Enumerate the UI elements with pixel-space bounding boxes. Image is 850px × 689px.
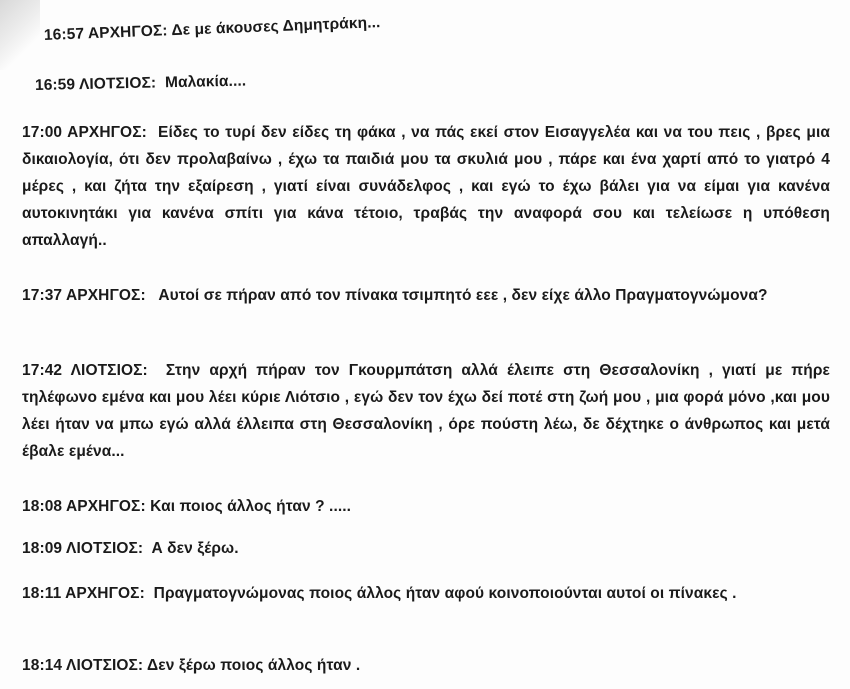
entry-text: Δεν ξέρω ποιος άλλος ήταν . xyxy=(147,657,361,674)
transcript-entry xyxy=(22,493,830,520)
entry-time: 17:42 xyxy=(22,362,63,379)
entry-time: 17:37 xyxy=(22,287,63,304)
entry-time: 17:00 xyxy=(22,124,63,141)
transcript-entry xyxy=(35,62,535,99)
entry-text: Στην αρχή πήραν τον Γκουρμπάτση αλλά έλειπε στη Θεσσαλονίκη , γιατί με πήρε τηλέφωνο εμένα και μου λέει κύριε Λιότσιο , εγώ δεν τον έχω δεί ποτέ στη ζωή μου , μια φορά μόνο ,και μου λέει ήταν να μπω εγώ αλλά έλλειπα στη Θεσσαλονίκη , όρε πούστη λέω, δε δέχτηκε ο άνθρωπος και μετά έβαλε εμένα... xyxy=(22,362,830,460)
entry-time: 18:08 xyxy=(22,498,63,515)
entry-time: 18:14 xyxy=(22,657,63,674)
transcript-entry xyxy=(43,3,544,49)
entry-time: 18:11 xyxy=(22,585,62,602)
entry-speaker: ΛΙΟΤΣΙΟΣ: xyxy=(78,74,157,94)
entry-text: Δε με άκουσες Δημητράκη... xyxy=(171,14,381,40)
entry-text: Αυτοί σε πήραν από τον πίνακα τσιμπητό εεε , δεν είχε άλλο Πραγματογνώμονα? xyxy=(158,287,768,304)
transcript-entry xyxy=(22,357,830,465)
transcript-entry xyxy=(22,282,830,309)
entry-speaker: ΑΡΧΗΓΟΣ: xyxy=(65,585,145,602)
entry-speaker: ΑΡΧΗΓΟΣ: xyxy=(66,287,146,304)
entry-speaker: ΛΙΟΤΣΙΟΣ: xyxy=(66,540,144,557)
entry-time: 16:57 xyxy=(43,25,85,44)
transcript-entry xyxy=(22,119,830,254)
page-fold-shadow xyxy=(0,0,40,70)
entry-text: Α δεν ξέρω. xyxy=(151,540,239,557)
transcript-entry xyxy=(22,652,830,679)
entry-text: Και ποιος άλλος ήταν ? ..... xyxy=(150,498,352,515)
entry-time: 16:59 xyxy=(34,76,76,94)
entry-text: Πραγματογνώμονας ποιος άλλος ήταν αφού κοινοποιούνται αυτοί οι πίνακες . xyxy=(153,585,737,602)
transcript-entry xyxy=(22,535,830,562)
entry-speaker: ΛΙΟΤΣΙΟΣ: xyxy=(66,657,144,674)
entry-text: Είδες το τυρί δεν είδες τη φάκα , να πάς εκεί στον Εισαγγελέα και να του πεις , βρες μια δικαιολογία, ότι δεν προλαβαίνω , έχω τα παιδιά μου τα σκυλιά μου , πάρε και ένα χαρτί από το γιατρό 4 μέρες , και ζήτα την εξαίρεση , γιατί είναι συνάδελφος , και εγώ το έχω βάλει για να είμαι για κανένα αυτοκινητάκι για κανένα σπίτι για κάνα τέτοιο, τραβάς την αναφορά σου και τελείωσε η υπόθεση απαλλαγή.. xyxy=(22,124,830,249)
entry-text: Μαλακία.... xyxy=(164,72,247,92)
entry-speaker: ΑΡΧΗΓΟΣ: xyxy=(66,498,146,515)
entry-time: 18:09 xyxy=(22,540,63,557)
entry-speaker: ΛΙΟΤΣΙΟΣ: xyxy=(70,362,148,379)
transcript-entry xyxy=(22,580,830,607)
entry-speaker: ΑΡΧΗΓΟΣ: xyxy=(67,124,147,141)
entry-speaker: ΑΡΧΗΓΟΣ: xyxy=(87,22,168,43)
